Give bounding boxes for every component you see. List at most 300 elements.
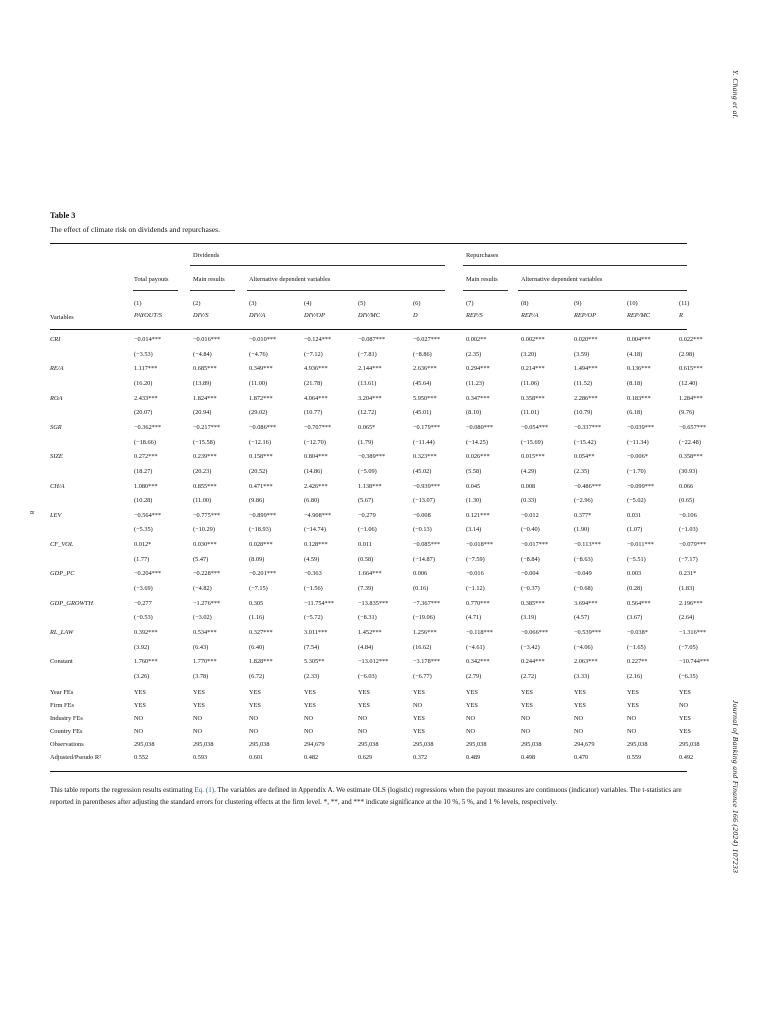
t-statistic: (2.79) [466, 672, 482, 680]
footer-value: 295,038 [358, 741, 379, 748]
t-statistic: (−7.15) [249, 585, 268, 592]
coefficient: 0.327*** [249, 629, 273, 636]
coefficient: −0.201*** [249, 570, 277, 578]
t-statistic: (3.14) [466, 526, 482, 534]
coefficient: −0.085*** [413, 541, 441, 549]
coefficient: 3.204*** [358, 394, 382, 402]
t-statistic: (20.07) [134, 409, 153, 417]
footer-row-label: Country FEs [50, 727, 83, 735]
dividends-underline [190, 265, 445, 266]
t-statistic: (18.27) [134, 467, 153, 475]
footer-row-label: Firm FEs [50, 701, 74, 709]
t-statistic: (5.47) [193, 555, 209, 563]
column-variable: PAYOUT/S [134, 312, 162, 319]
total-payouts-header: Total payouts [134, 276, 169, 283]
coefficient: 4.936*** [304, 365, 328, 373]
coefficient: 0.003 [627, 570, 642, 578]
t-statistic: (1.90) [574, 526, 590, 534]
coefficient: 0.855*** [193, 482, 217, 490]
column-variable: REP/OP [574, 312, 597, 319]
t-statistic: (45.02) [413, 467, 432, 475]
t-statistic: (12.72) [358, 409, 377, 417]
coefficient: 0.158*** [249, 453, 273, 461]
t-statistic: (9.76) [679, 409, 695, 417]
coefficient: −7.367*** [413, 599, 441, 607]
column-number: (4) [304, 300, 312, 307]
coefficient: −0.087*** [358, 336, 386, 343]
t-statistic: (−11.34) [627, 438, 649, 446]
t-statistic: (−5.09) [358, 467, 377, 475]
footer-value: 295,038 [466, 741, 487, 748]
div-main-results-header: Main results [193, 276, 225, 283]
t-statistic: (−4.84) [193, 350, 212, 358]
footer-value: 294,679 [304, 741, 325, 748]
t-statistic: (−3.53) [134, 350, 153, 358]
footer-value: YES [521, 688, 533, 696]
footer-value: YES [358, 688, 370, 696]
t-statistic: (10.77) [304, 409, 323, 417]
coefficient: 1.452*** [358, 629, 382, 636]
coefficient: −0.124*** [304, 336, 332, 343]
coefficient: −0.014*** [134, 336, 162, 343]
t-statistic: (2.64) [679, 614, 695, 622]
coefficient: −0.337*** [574, 423, 602, 431]
t-statistic: (−0.53) [134, 614, 153, 622]
coefficient: 0.121*** [466, 511, 490, 519]
t-statistic: (−7.12) [304, 350, 323, 358]
t-statistic: (10.79) [574, 409, 593, 417]
coefficient: −0.099*** [627, 482, 655, 490]
coefficient: 1.284*** [679, 394, 703, 402]
footer-value: 295,038 [627, 741, 648, 748]
coefficient: 0.347*** [466, 394, 490, 402]
t-statistic: (11.52) [574, 379, 593, 387]
t-statistic: (−4.82) [193, 585, 212, 592]
t-statistic: (9.86) [249, 497, 265, 505]
footer-value: YES [193, 701, 205, 709]
coefficient: 0.231* [679, 570, 697, 578]
t-statistic: (8.10) [466, 409, 482, 417]
t-statistic: (3.26) [134, 672, 150, 680]
coefficient: 0.615*** [679, 365, 703, 373]
t-statistic: (−4.61) [466, 643, 485, 651]
coefficient: 2.196*** [679, 599, 703, 607]
footer-value: YES [134, 688, 146, 696]
footer-value: YES [679, 688, 691, 696]
column-number: (8) [521, 300, 529, 307]
footer-value: YES [134, 701, 146, 709]
t-statistic: (−1.03) [679, 526, 698, 534]
footer-value: NO [679, 701, 689, 709]
coefficient: 0.358*** [521, 394, 545, 402]
coefficient: 0.011 [358, 541, 372, 549]
author-text: Y. Chang et al. [731, 70, 740, 120]
coefficient: −0.011*** [627, 541, 654, 549]
rep-alt-underline [518, 290, 687, 291]
t-statistic: (−5.72) [304, 614, 323, 622]
footer-value: NO [627, 727, 637, 735]
coefficient: −0.657*** [679, 423, 707, 431]
rep-main-results-header: Main results [466, 276, 498, 283]
t-statistic: (1.77) [134, 555, 150, 563]
footer-value: YES [413, 688, 425, 696]
t-statistic: (−11.44) [413, 438, 435, 446]
t-statistic: (1.16) [249, 614, 265, 622]
t-statistic: (2.35) [466, 350, 482, 358]
footer-value: YES [193, 688, 205, 696]
footer-value: 0.629 [358, 754, 373, 762]
t-statistic: (−1.12) [466, 585, 485, 592]
t-statistic: (3.67) [627, 614, 643, 622]
t-statistic: (−15.58) [193, 438, 215, 446]
coefficient: 1.872*** [249, 394, 273, 402]
t-statistic: (−0.13) [413, 526, 432, 534]
coefficient: 0.022*** [679, 336, 703, 343]
column-number: (9) [574, 300, 582, 307]
footer-value: YES [413, 727, 425, 735]
t-statistic: (−5.02) [627, 497, 646, 505]
t-statistic: (29.02) [249, 409, 268, 417]
footer-value: NO [134, 714, 144, 722]
t-statistic: (−14.87) [413, 555, 435, 563]
coefficient: −0.018*** [466, 541, 494, 549]
coefficient: −0.017*** [521, 541, 549, 549]
t-statistic: (6.72) [249, 672, 265, 680]
coefficient: −1.276*** [193, 599, 221, 607]
footer-value: 0.489 [466, 754, 481, 762]
coefficient: −13.835*** [358, 599, 389, 607]
footer-value: NO [193, 727, 203, 735]
t-statistic: (0.28) [627, 585, 643, 592]
row-label: SIZE [50, 453, 63, 461]
coefficient: 0.534*** [193, 629, 217, 636]
footer-value: NO [249, 714, 259, 722]
footer-value: NO [521, 714, 531, 722]
coefficient: −0.486*** [574, 482, 602, 490]
footer-value: NO [574, 727, 584, 735]
footnote-text-start: This table reports the regression results estimating [50, 786, 195, 794]
coefficient: −0.010*** [249, 336, 277, 343]
t-statistic: (12.40) [679, 379, 698, 387]
coefficient: 2.144*** [358, 365, 382, 373]
t-statistic: (3.20) [521, 350, 537, 358]
footer-value: NO [574, 714, 584, 722]
t-statistic: (−3.69) [134, 585, 153, 592]
footnote-text-end: . The variables are defined in Appendix A. We estimate OLS (logistic) regressions when the payout measures are continuous (indicator) variables. The t-statistics are reported in parentheses after adjusting the standard errors for clustering effects at the firm level. *, **, and *** indicate significance at the 10 %, 5 %, and 1 % levels, respectively. [50, 786, 682, 806]
footer-value: YES [627, 688, 639, 696]
coefficient: −0.899*** [249, 511, 277, 519]
t-statistic: (−15.69) [521, 438, 543, 446]
t-statistic: (6.80) [304, 497, 320, 505]
t-statistic: (4.29) [521, 467, 537, 475]
coefficient: 1.770*** [193, 658, 217, 666]
coefficient: −0.362*** [134, 423, 162, 431]
column-number: (10) [627, 300, 638, 307]
coefficient: 0.028*** [249, 541, 273, 549]
coefficient: 0.066 [679, 482, 694, 490]
row-label: RE/A [50, 365, 64, 373]
coefficient: 3.694*** [574, 599, 598, 607]
t-statistic: (6.43) [193, 643, 209, 651]
coefficient: −0.016*** [193, 336, 221, 343]
t-statistic: (−1.06) [358, 526, 377, 534]
coefficient: 2.063*** [574, 658, 598, 666]
variables-header: Variables [50, 314, 74, 321]
t-statistic: (2.72) [521, 672, 537, 680]
coefficient: 0.685*** [193, 365, 217, 373]
coefficient: 0.045 [466, 482, 481, 490]
coefficient: −0.080*** [466, 423, 494, 431]
div-alt-underline [247, 290, 445, 291]
coefficient: −0.016 [466, 570, 484, 578]
t-statistic: (3.19) [521, 614, 537, 622]
coefficient: 0.006 [413, 570, 428, 578]
t-statistic: (−1.65) [627, 643, 646, 651]
coefficient: −0.006* [627, 453, 648, 461]
footer-row-label: Industry FEs [50, 714, 83, 722]
t-statistic: (20.52) [249, 467, 268, 475]
footer-value: YES [574, 688, 586, 696]
coefficient: −0.066*** [521, 629, 549, 636]
coefficient: 0.012* [134, 541, 152, 549]
row-label: CF_VOL [50, 541, 74, 549]
t-statistic: (2.35) [574, 467, 590, 475]
coefficient: −0.363 [304, 570, 322, 578]
column-variable: DIV/A [249, 312, 266, 319]
footer-value: 295,038 [134, 741, 155, 748]
column-variable: R [679, 312, 683, 319]
t-statistic: (11.00) [193, 497, 212, 505]
footer-row-label: Adjusted/Pseudo R² [50, 754, 102, 762]
coefficient: 0.020*** [574, 336, 598, 343]
coefficient: −0.204*** [134, 570, 162, 578]
column-variable: DIV/OP [304, 312, 325, 319]
coefficient: 0.227** [627, 658, 648, 666]
coefficient: 1.117*** [134, 365, 158, 373]
t-statistic: (−0.68) [574, 585, 593, 592]
t-statistic: (1.83) [679, 585, 695, 592]
t-statistic: (−3.42) [521, 643, 540, 651]
coefficient: −0.217*** [193, 423, 221, 431]
footer-value: 0.601 [249, 754, 264, 762]
t-statistic: (20.94) [193, 409, 212, 417]
t-statistic: (2.16) [627, 672, 643, 680]
coefficient: 0.804*** [304, 453, 328, 461]
footer-value: YES [679, 714, 691, 722]
coefficient: 0.214*** [521, 365, 545, 373]
t-statistic: (−12.70) [304, 438, 326, 446]
coefficient: 1.828*** [249, 658, 273, 666]
table-label: Table 3 [50, 211, 76, 220]
coefficient: −0.389*** [358, 453, 386, 461]
footer-value: 295,038 [413, 741, 434, 748]
coefficient: 1.080*** [134, 482, 158, 490]
t-statistic: (0.65) [679, 497, 695, 505]
repurchases-header: Repurchases [466, 252, 499, 259]
row-label: ROA [50, 394, 63, 402]
t-statistic: (2.33) [304, 672, 320, 680]
coefficient: 0.323*** [413, 453, 437, 461]
coefficient: −13.012*** [358, 658, 389, 666]
t-statistic: (4.59) [304, 555, 320, 563]
coefficient: −0.113*** [574, 541, 601, 549]
column-number: (7) [466, 300, 474, 307]
coefficient: 0.004*** [627, 336, 651, 343]
column-variable: REP/S [466, 312, 483, 319]
column-variable: DIV/MC [358, 312, 381, 319]
t-statistic: (10.28) [134, 497, 153, 505]
coefficient: 0.026*** [466, 453, 490, 461]
t-statistic: (−5.51) [627, 555, 646, 563]
t-statistic: (−8.84) [521, 555, 540, 563]
t-statistic: (11.06) [521, 379, 540, 387]
coefficient: −0.027*** [413, 336, 441, 343]
coefficient: 0.015*** [521, 453, 545, 461]
footer-value: 295,038 [193, 741, 214, 748]
t-statistic: (−14.25) [466, 438, 488, 446]
coefficient: 5.950*** [413, 394, 437, 402]
coefficient: 1.760*** [134, 658, 158, 666]
t-statistic: (8.09) [249, 555, 265, 563]
coefficient: 0.183*** [627, 394, 651, 402]
footer-value: YES [521, 701, 533, 709]
t-statistic: (45.01) [413, 409, 432, 417]
t-statistic: (4.84) [358, 643, 374, 651]
column-variable: D [413, 312, 418, 319]
footer-value: YES [249, 701, 261, 709]
t-statistic: (11.01) [521, 409, 540, 417]
coefficient: 1.824*** [193, 394, 217, 402]
footer-value: YES [466, 701, 478, 709]
t-statistic: (−18.66) [134, 438, 156, 446]
footer-value: NO [304, 727, 314, 735]
coefficient: 4.064*** [304, 394, 328, 402]
coefficient: 2.636*** [413, 365, 437, 373]
t-statistic: (−19.06) [413, 614, 435, 622]
footer-value: 0.470 [574, 754, 589, 762]
t-statistic: (4.18) [627, 350, 643, 358]
coefficient: 0.305 [249, 599, 264, 607]
coefficient: 0.358*** [679, 453, 703, 461]
row-label: CRI [50, 336, 61, 343]
t-statistic: (−5.35) [134, 526, 153, 534]
coefficient: 0.770*** [466, 599, 490, 607]
t-statistic: (−10.29) [193, 526, 215, 534]
t-statistic: (−6.35) [679, 672, 698, 680]
coefficient: −4.908*** [304, 511, 332, 519]
t-statistic: (11.00) [249, 379, 268, 387]
coefficient: 1.138*** [358, 482, 382, 490]
t-statistic: (−18.93) [249, 526, 271, 534]
t-statistic: (−7.59) [466, 555, 485, 563]
footer-value: 0.372 [413, 754, 428, 762]
footer-row-label: Year FEs [50, 688, 74, 696]
running-head-journal [722, 700, 746, 970]
coefficient: −0.049 [574, 570, 592, 578]
coefficient: −0.939*** [413, 482, 441, 490]
footer-value: NO [466, 714, 476, 722]
rep-main-underline [463, 290, 508, 291]
t-statistic: (8.18) [627, 379, 643, 387]
coefficient: 0.471*** [249, 482, 273, 490]
coefficient: −0.004 [521, 570, 539, 578]
coefficient: 5.305** [304, 658, 325, 666]
footer-value: NO [193, 714, 203, 722]
footer-value: YES [413, 714, 425, 722]
coefficient: 0.392*** [134, 629, 158, 636]
repurchases-underline [463, 265, 687, 266]
column-number: (3) [249, 300, 257, 307]
footer-value: YES [358, 701, 370, 709]
coefficient: −0.086*** [249, 423, 277, 431]
t-statistic: (−1.70) [627, 467, 646, 475]
column-variable: REP/A [521, 312, 539, 319]
t-statistic: (−7.81) [358, 350, 377, 358]
footer-value: YES [304, 688, 316, 696]
footer-value: 0.559 [627, 754, 642, 762]
t-statistic: (−7.17) [679, 555, 698, 563]
column-number: (1) [134, 300, 142, 307]
footer-value: 295,038 [249, 741, 270, 748]
t-statistic: (45.64) [413, 379, 432, 387]
footer-value: YES [466, 688, 478, 696]
column-number: (11) [679, 300, 690, 307]
coefficient: 0.349*** [249, 365, 273, 373]
row-label: RL_LAW [50, 629, 74, 636]
page-number: 8 [28, 510, 36, 515]
footer-row-label: Observations [50, 741, 84, 748]
coefficient: 1.494*** [574, 365, 598, 373]
column-variable: DIV/S [193, 312, 209, 319]
column-number: (5) [358, 300, 366, 307]
coefficient: −0.106 [679, 511, 697, 519]
coefficient: −0.179*** [413, 423, 441, 431]
dividends-header: Dividends [193, 252, 220, 259]
row-label: Constant [50, 658, 73, 666]
coefficient: 0.002** [466, 336, 487, 343]
coefficient: 3.011*** [304, 629, 328, 636]
div-main-underline [190, 290, 235, 291]
t-statistic: (−6.03) [358, 672, 377, 680]
table-caption: The effect of climate risk on dividends and repurchases. [50, 225, 221, 234]
t-statistic: (0.16) [413, 585, 429, 592]
t-statistic: (−7.05) [679, 643, 698, 651]
t-statistic: (−6.77) [413, 672, 432, 680]
column-number: (2) [193, 300, 201, 307]
header-rule [50, 329, 687, 330]
t-statistic: (16.62) [413, 643, 432, 651]
coefficient: −0.012 [521, 511, 539, 519]
footer-value: NO [134, 727, 144, 735]
footer-value: YES [574, 701, 586, 709]
t-statistic: (20.23) [193, 467, 212, 475]
coefficient: −0.118*** [466, 629, 493, 636]
footer-value: YES [679, 727, 691, 735]
coefficient: −0.564*** [134, 511, 162, 519]
row-label: LEV [50, 511, 62, 519]
t-statistic: (−22.48) [679, 438, 701, 446]
t-statistic: (13.89) [193, 379, 212, 387]
footer-value: NO [358, 727, 368, 735]
t-statistic: (−12.16) [249, 438, 271, 446]
coefficient: 1.664*** [358, 570, 382, 578]
div-alternative-header: Alternative dependent variables [249, 276, 331, 283]
t-statistic: (13.61) [358, 379, 377, 387]
t-statistic: (−1.56) [304, 585, 323, 592]
t-statistic: (−0.37) [521, 585, 540, 592]
equation-link[interactable]: Eq. (1) [194, 786, 215, 794]
rep-alternative-header: Alternative dependent variables [521, 276, 603, 283]
